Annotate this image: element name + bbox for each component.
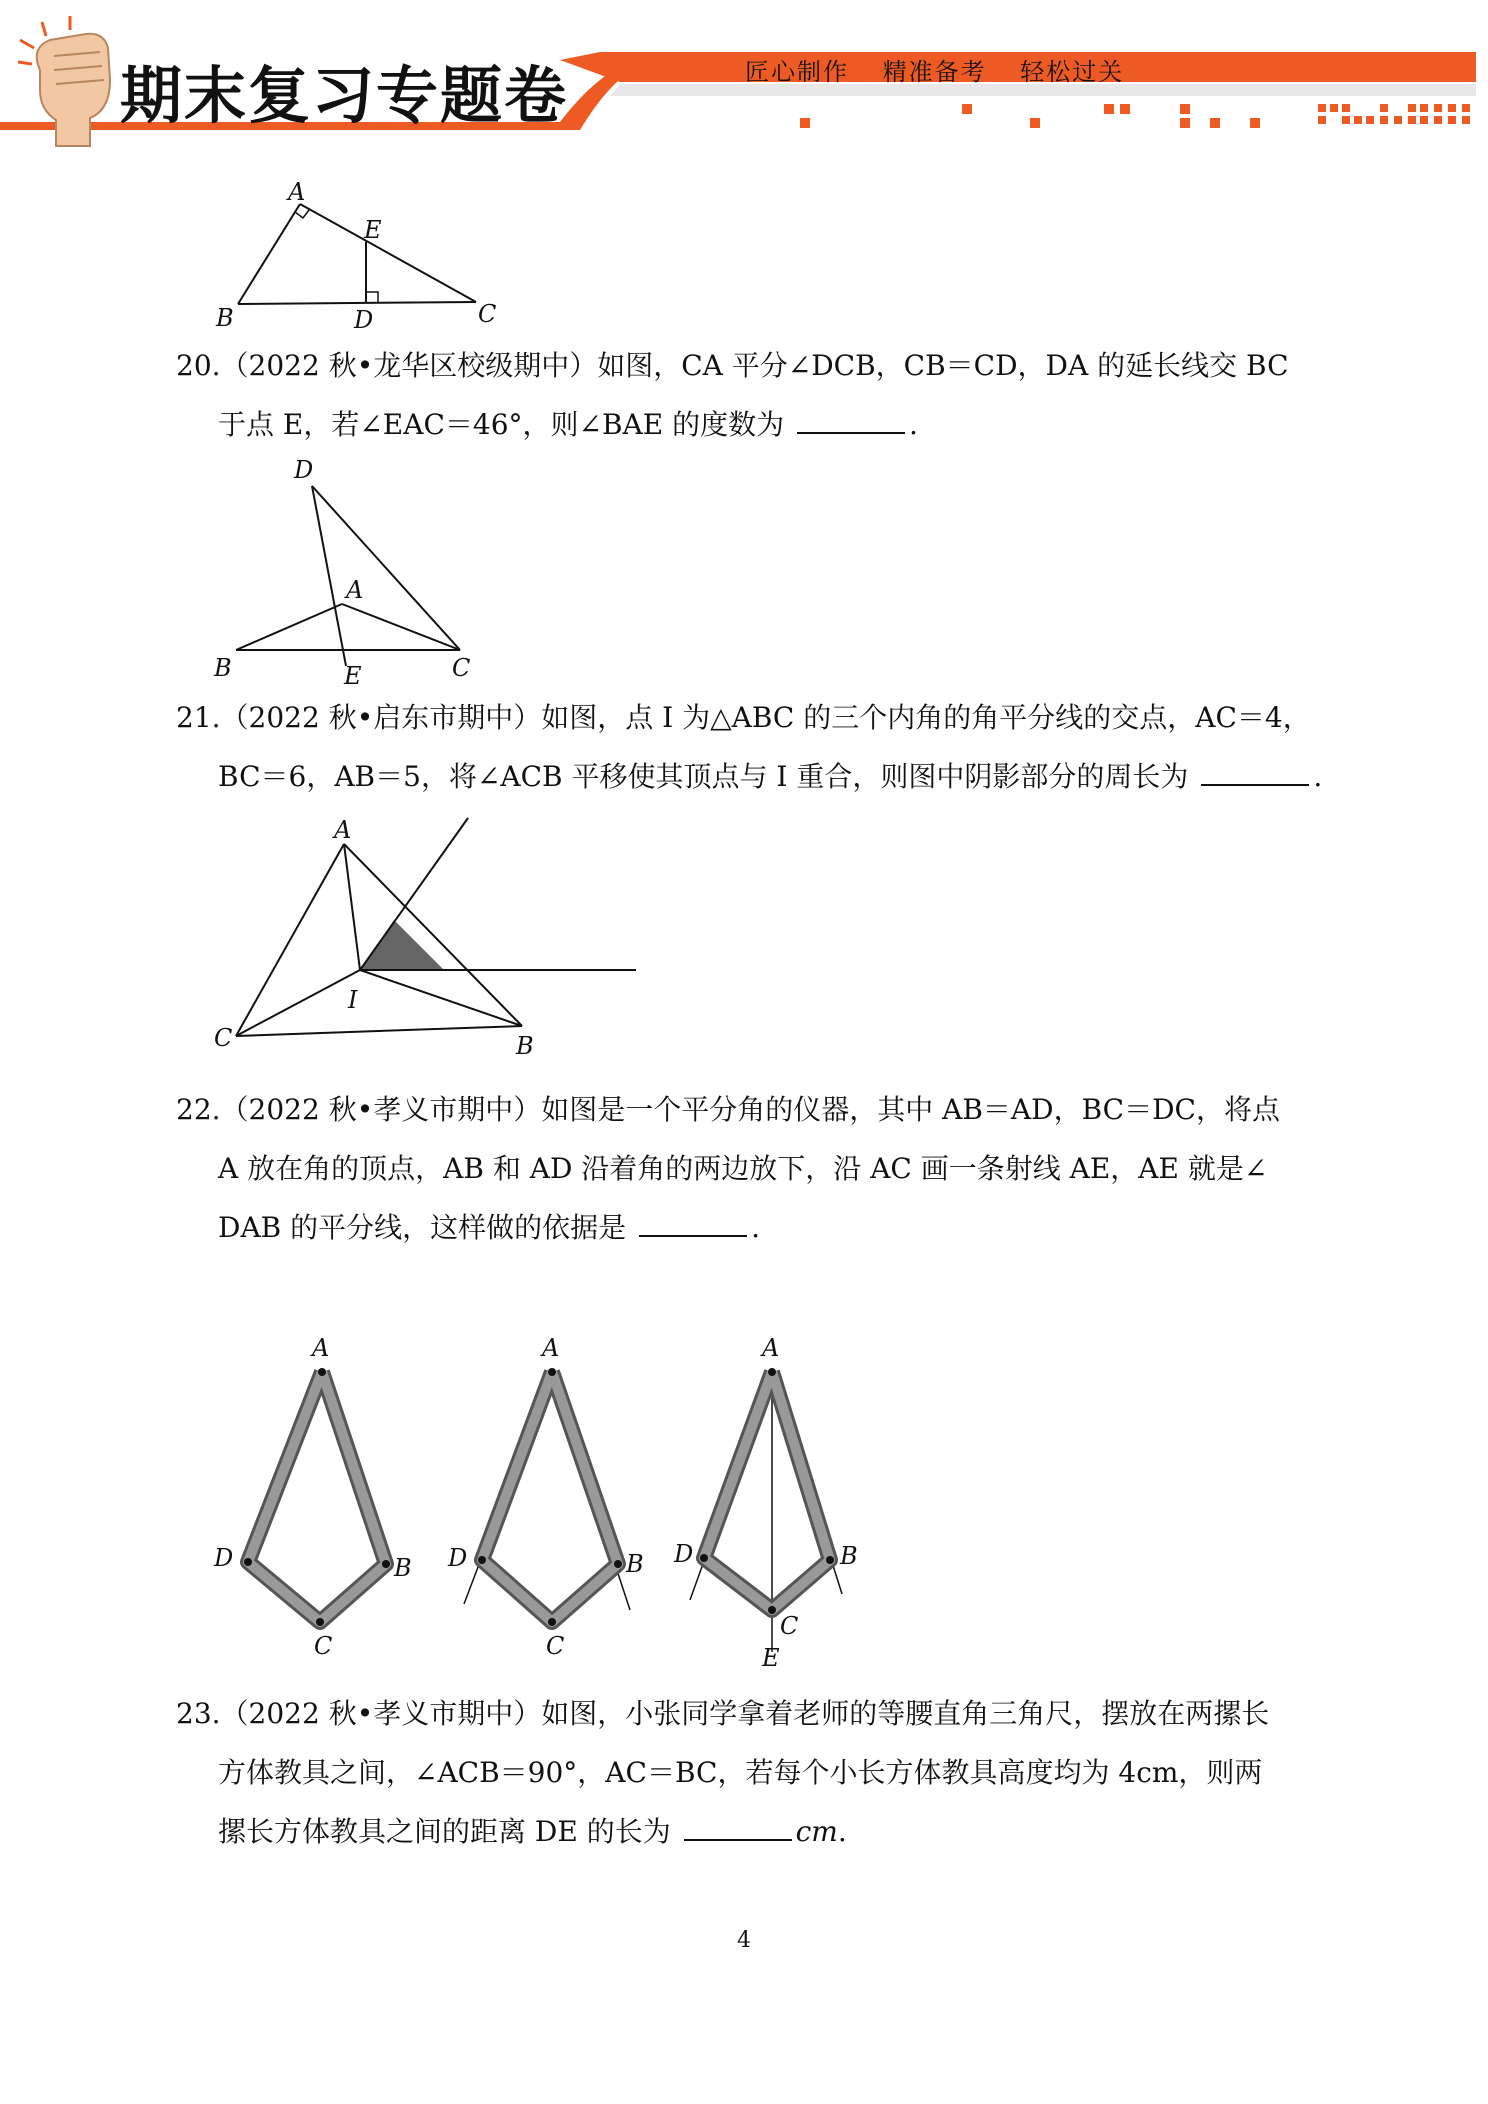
q20-number: 20.: [176, 349, 221, 382]
q21-line1: [176, 688, 1316, 747]
slogan-2: 精准备考: [882, 58, 987, 86]
q23-source: （2022 秋•孝义市期中）: [220, 1697, 542, 1730]
label-C: C: [214, 1024, 233, 1052]
q22-line1: [176, 1080, 1316, 1139]
document-title: 期末复习专题卷: [120, 59, 569, 132]
q21-text-1: 如图，点 I 为△ABC 的三个内角的角平分线的交点，AC＝4，: [541, 701, 1311, 734]
label-D: D: [294, 456, 314, 484]
svg-text:B: B: [394, 1554, 412, 1582]
instrument-1: [213, 1334, 412, 1660]
question-23: [176, 1684, 1316, 1861]
svg-text:B: B: [626, 1550, 644, 1578]
label-C: C: [478, 300, 497, 328]
header-slogans: [745, 52, 1148, 87]
label-A: A: [334, 816, 352, 844]
svg-text:C: C: [314, 1632, 333, 1660]
svg-text:C: C: [546, 1632, 565, 1660]
q20-source: （2022 秋•龙华区校级期中）: [220, 349, 598, 382]
svg-text:C: C: [780, 1612, 799, 1640]
svg-text:D: D: [214, 1544, 234, 1572]
figure-previous-triangle: [200, 176, 520, 336]
svg-text:A: A: [542, 1334, 560, 1362]
q23-text-2: 方体教具之间，∠ACB＝90°，AC＝BC，若每个小长方体教具高度均为 4cm，则两: [218, 1756, 1263, 1789]
slogan-3: 轻松过关: [1020, 58, 1125, 86]
figure-q21: [200, 814, 660, 1064]
q21-source: （2022 秋•启东市期中）: [220, 701, 542, 734]
instrument-3: [673, 1334, 858, 1672]
q23-line2: [176, 1743, 1316, 1802]
svg-text:A: A: [312, 1334, 330, 1362]
q21-line2: BC＝6，AB＝5，将∠ACB 平移使其顶点与 I 重合，则图中阴影部分的周长为 .: [176, 747, 1316, 806]
q21-text-2: BC＝6，AB＝5，将∠ACB 平移使其顶点与 I 重合，则图中阴影部分的周长为: [218, 760, 1189, 793]
label-E: E: [364, 216, 382, 244]
figure-q20: [200, 452, 500, 692]
q20-text-2: 于点 E，若∠EAC＝46°，则∠BAE 的度数为: [218, 408, 785, 441]
q20-line2: 于点 E，若∠EAC＝46°，则∠BAE 的度数为 .: [176, 395, 1316, 454]
question-22: [176, 1080, 1316, 1257]
q20-text-1: 如图，CA 平分∠DCB，CB＝CD，DA 的延长线交 BC: [597, 349, 1289, 382]
svg-text:D: D: [674, 1540, 694, 1568]
label-C: C: [452, 654, 471, 682]
q22-line3: DAB 的平分线，这样做的依据是 .: [176, 1198, 1316, 1257]
slogan-1: 匠心制作: [745, 58, 849, 86]
instrument-2: [447, 1334, 644, 1660]
label-A: A: [288, 178, 306, 206]
q23-line3: 摞长方体教具之间的距离 DE 的长为 cm.: [176, 1802, 1316, 1861]
q23-unit: cm: [795, 1815, 838, 1848]
q22-text-3: DAB 的平分线，这样做的依据是: [218, 1211, 627, 1244]
q22-text-2: A 放在角的顶点，AB 和 AD 沿着角的两边放下，沿 AC 画一条射线 AE，AE 就是∠: [218, 1152, 1268, 1185]
q20-answer-blank[interactable]: [797, 402, 905, 434]
svg-text:B: B: [840, 1542, 858, 1570]
label-B: B: [516, 1032, 534, 1060]
svg-text:E: E: [762, 1644, 780, 1672]
q23-text-1: 如图，小张同学拿着老师的等腰直角三角尺，摆放在两摞长: [541, 1697, 1270, 1730]
q20-line1: [176, 336, 1316, 395]
label-B: B: [214, 654, 232, 682]
q22-text-1: 如图是一个平分角的仪器，其中 AB＝AD，BC＝DC，将点: [541, 1093, 1280, 1126]
svg-text:A: A: [762, 1334, 780, 1362]
label-E: E: [344, 662, 362, 690]
label-A: A: [346, 576, 364, 604]
label-D: D: [354, 306, 374, 334]
q23-line1: [176, 1684, 1316, 1743]
q22-source: （2022 秋•孝义市期中）: [220, 1093, 542, 1126]
q23-text-3: 摞长方体教具之间的距离 DE 的长为: [218, 1815, 671, 1848]
q23-answer-blank[interactable]: [684, 1809, 792, 1841]
q22-line2: [176, 1139, 1316, 1198]
label-I: I: [348, 986, 358, 1014]
label-B: B: [216, 304, 234, 332]
question-21: [176, 688, 1323, 806]
q23-number: 23.: [176, 1697, 221, 1730]
svg-text:D: D: [448, 1544, 468, 1572]
page-number: 4: [737, 1928, 751, 1953]
q21-number: 21.: [176, 701, 221, 734]
figure-q22: [200, 1332, 900, 1672]
q21-answer-blank[interactable]: [1201, 754, 1309, 786]
q22-answer-blank[interactable]: [639, 1205, 747, 1237]
question-20: [176, 336, 1316, 454]
q22-number: 22.: [176, 1093, 221, 1126]
header-banner: [0, 0, 1488, 150]
